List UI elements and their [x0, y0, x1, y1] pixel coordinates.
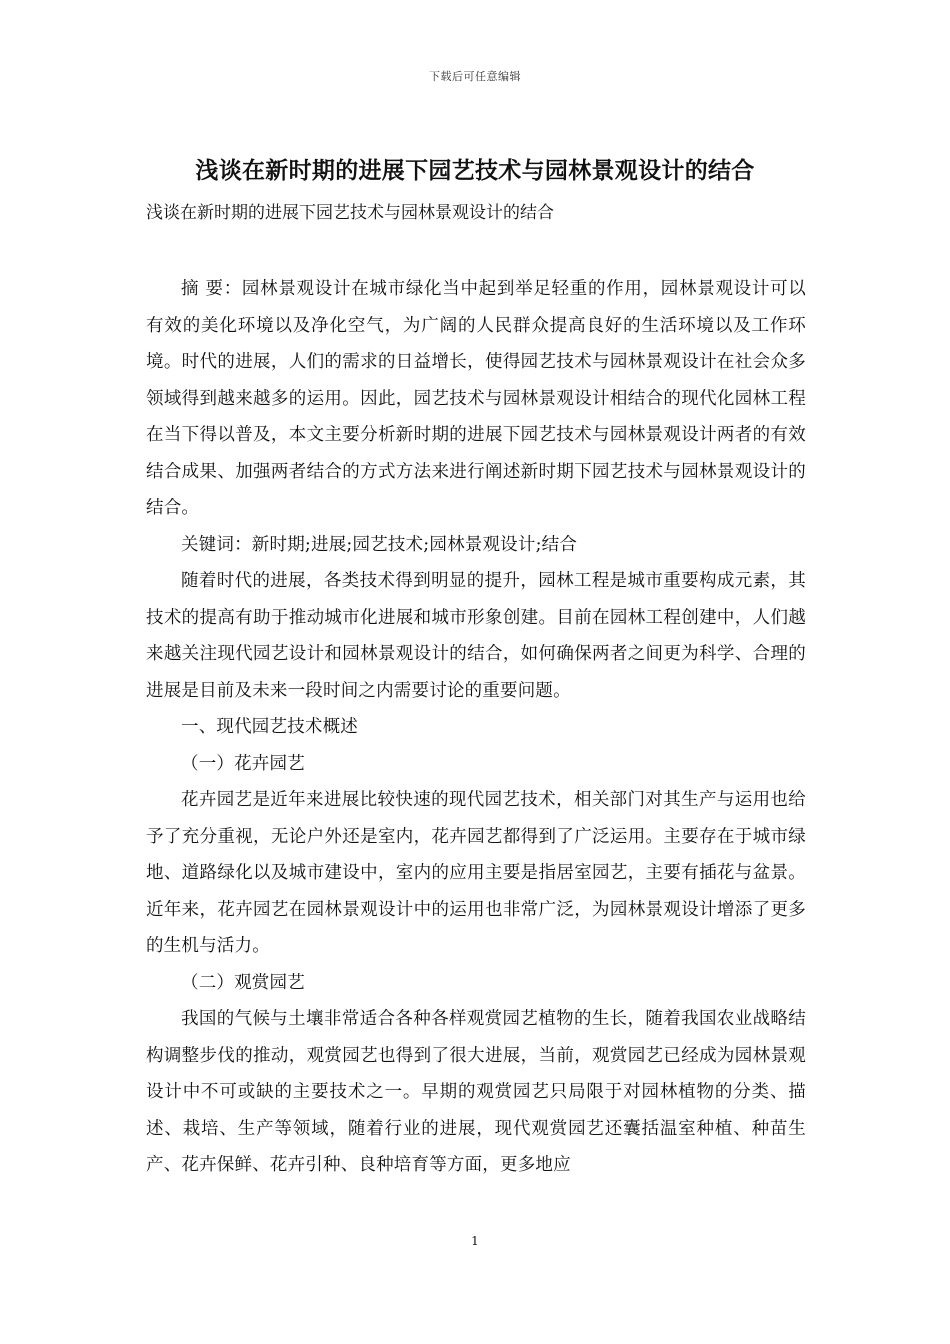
- subsection-heading: （一）花卉园艺: [181, 753, 305, 774]
- abstract-paragraph: 摘 要：园林景观设计在城市绿化当中起到举足轻重的作用，园林景观设计可以有效的美化环境以及净化空气，为广阔的人民群众提高良好的生活环境以及工作环境。时代的进展，人们的需求的日益增长，使得园艺技术与园林景观设计在社会众多领域得到越来越多的运用。因此，园艺技术与园林景观设计相结合的现代化园林工程在当下得以普及，本文主要分析新时期的进展下园艺技术与园林景观设计两者的有效结合成果、加强两者结合的方式方法来进行阐述新时期下园艺技术与园林景观设计的结合。: [146, 279, 806, 518]
- document-subtitle: 浅谈在新时期的进展下园艺技术与园林景观设计的结合: [146, 203, 554, 223]
- body-paragraph: 我国的气候与土壤非常适合各种各样观赏园艺植物的生长，随着我国农业战略结构调整步伐的推动，观赏园艺也得到了很大进展，当前，观赏园艺已经成为园林景观设计中不可或缺的主要技术之一。早期的观赏园艺只局限于对园林植物的分类、描述、栽培、生产等领域，随着行业的进展，现代观赏园艺还囊括温室种植、种苗生产、花卉保鲜、花卉引种、良种培育等方面，更多地应: [146, 1009, 806, 1175]
- subsection-heading: （二）观赏园艺: [181, 972, 305, 993]
- document-title: 浅谈在新时期的进展下园艺技术与园林景观设计的结合: [195, 157, 755, 184]
- body-paragraph: 花卉园艺是近年来进展比较快速的现代园艺技术，相关部门对其生产与运用也给予了充分重视，无论户外还是室内，花卉园艺都得到了广泛运用。主要存在于城市绿地、道路绿化以及城市建设中，室内的应用主要是指居室园艺，主要有插花与盆景。近年来，花卉园艺在园林景观设计中的运用也非常广泛，为园林景观设计增添了更多的生机与活力。: [146, 790, 806, 956]
- keywords-paragraph: 关键词：新时期;进展;园艺技术;园林景观设计;结合: [181, 534, 578, 555]
- section-heading: 一、现代园艺技术概述: [181, 717, 358, 737]
- header-note: 下载后可任意编辑: [429, 70, 521, 83]
- intro-paragraph: 随着时代的进展，各类技术得到明显的提升，园林工程是城市重要构成元素，其技术的提高有助于推动城市化进展和城市形象创建。目前在园林工程创建中，人们越来越关注现代园艺设计和园林景观设计的结合，如何确保两者之间更为科学、合理的进展是目前及未来一段时间之内需要讨论的重要问题。: [146, 571, 806, 701]
- body-text: [146, 271, 806, 1184]
- page-number: 1: [471, 1234, 479, 1248]
